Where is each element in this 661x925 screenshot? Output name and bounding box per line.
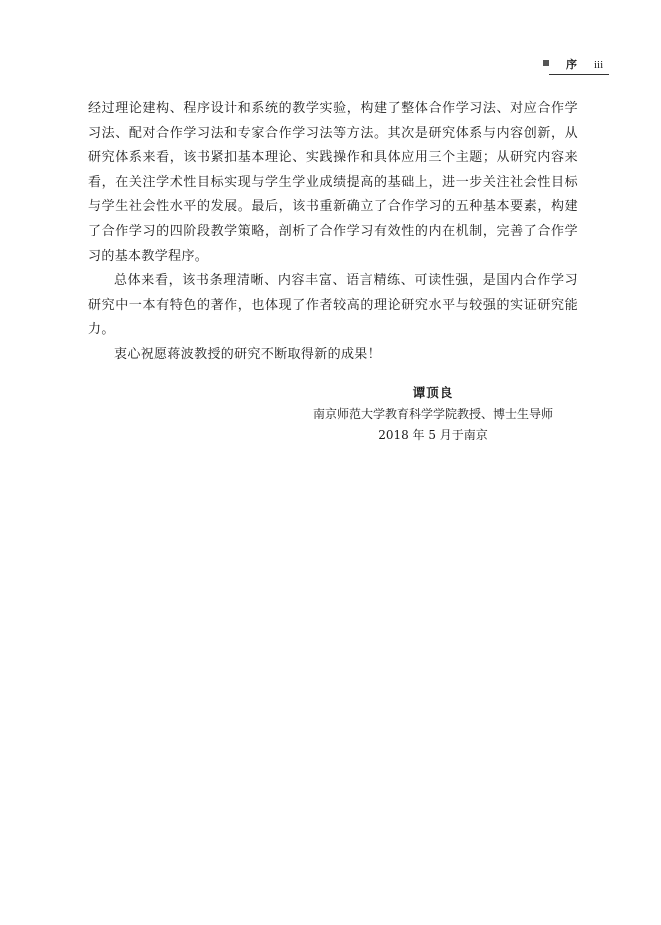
header-rule [549,74,609,75]
page-number: iii [594,59,604,71]
paragraph-summary: 总体来看，该书条理清晰、内容丰富、语言精练、可读性强，是国内合作学习研究中一本有特色的著作，也体现了作者较高的理论研究水平与较强的实证研究能力。 [88,273,578,338]
signature-block [290,383,576,446]
running-head [0,0,661,80]
author-name: 谭顶良 [412,385,454,400]
section-title: 序 [566,58,577,71]
signing-date: 2018 年 5 月于南京 [378,428,488,442]
paragraph-wishes: 衷心祝愿蒋波教授的研究不断取得新的成果！ [114,346,382,362]
header-square-icon [543,60,549,66]
author-title: 南京师范大学教育科学学院教授、博士生导师 [312,407,553,421]
paragraph-continued: 经过理论建构、程序设计和系统的教学实验，构建了整体合作学习法、对应合作学习法、配对合作学习法和专家合作学习法等方法。其次是研究体系与内容创新，从研究体系来看，该书紧扣基本理论、实践操作和具体应用三个主题；从研究内容来看，在关注学术性目标实现与学生学业成绩提高的基础上，进一步关注社会性目标与学生社会性水平的发展。最后，该书重新确立了合作学习的五种基本要素，构建了合作学习的四阶段教学策略，剖析了合作学习有效性的内在机制，完善了合作学习的基本教学程序。 [88,101,578,264]
body-text [88,97,578,368]
